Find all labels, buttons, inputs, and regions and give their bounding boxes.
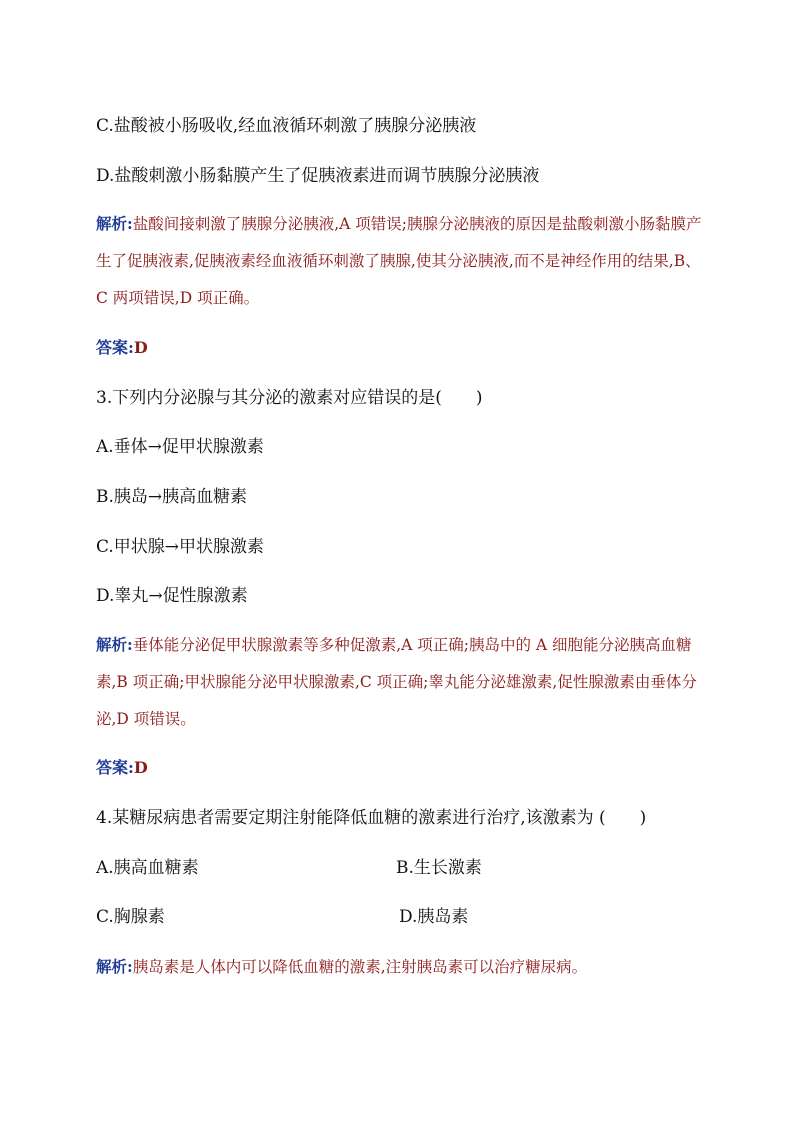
analysis-text: 胰岛素是人体内可以降低血糖的激素,注射胰岛素可以治疗糖尿病。 (132, 958, 588, 976)
q4-option-c: C.胸腺素 (96, 907, 165, 927)
q3-option-d: D.睾丸→促性腺激素 (96, 586, 248, 606)
analysis-text: 盐酸间接刺激了胰腺分泌胰液,A 项错误;胰腺分泌胰液的原因是盐酸刺激小肠黏膜产生了促胰液素,促胰液素经血液循环刺激了胰腺,使其分泌胰液,而不是神经作用的结果,B、C 两项错误,D 项正确。 (96, 215, 702, 307)
q4-option-a: A.胰高血糖素 (96, 858, 199, 878)
analysis-label: 解析: (96, 635, 133, 654)
q4-options-row-1 (96, 857, 706, 879)
analysis-label: 解析: (96, 957, 133, 976)
q3-stem: 3.下列内分泌腺与其分泌的激素对应错误的是( ) (96, 388, 483, 408)
q2-analysis (96, 205, 706, 317)
q2-option-c: C.盐酸被小肠吸收,经血液循环刺激了胰腺分泌胰液 (96, 116, 477, 136)
q4-stem: 4.某糖尿病患者需要定期注射能降低血糖的激素进行治疗,该激素为 ( ) (96, 808, 647, 828)
q4-option-b: B.生长激素 (396, 858, 482, 878)
answer-label: 答案: (96, 758, 134, 777)
q4-analysis (96, 948, 706, 986)
q3-analysis (96, 626, 706, 738)
answer-label: 答案: (96, 338, 134, 357)
q3-option-c: C.甲状腺→甲状腺激素 (96, 537, 265, 557)
q3-option-b: B.胰岛→胰高血糖素 (96, 487, 248, 507)
q4-option-d: D.胰岛素 (399, 907, 469, 927)
q3-option-a: A.垂体→促甲状腺激素 (96, 437, 264, 457)
q2-answer (96, 337, 148, 359)
q2-option-d: D.盐酸刺激小肠黏膜产生了促胰液素进而调节胰腺分泌胰液 (96, 166, 540, 186)
q4-options-row-2 (96, 906, 706, 928)
analysis-text: 垂体能分泌促甲状腺激素等多种促激素,A 项正确;胰岛中的 A 细胞能分泌胰高血糖素,B 项正确;甲状腺能分泌甲状腺激素,C 项正确;睾丸能分泌雄激素,促性腺激素由垂体分泌,D 项错误。 (96, 636, 697, 728)
analysis-label: 解析: (96, 214, 133, 233)
q3-answer (96, 757, 148, 779)
answer-value: D (133, 758, 148, 777)
answer-value: D (133, 338, 148, 357)
